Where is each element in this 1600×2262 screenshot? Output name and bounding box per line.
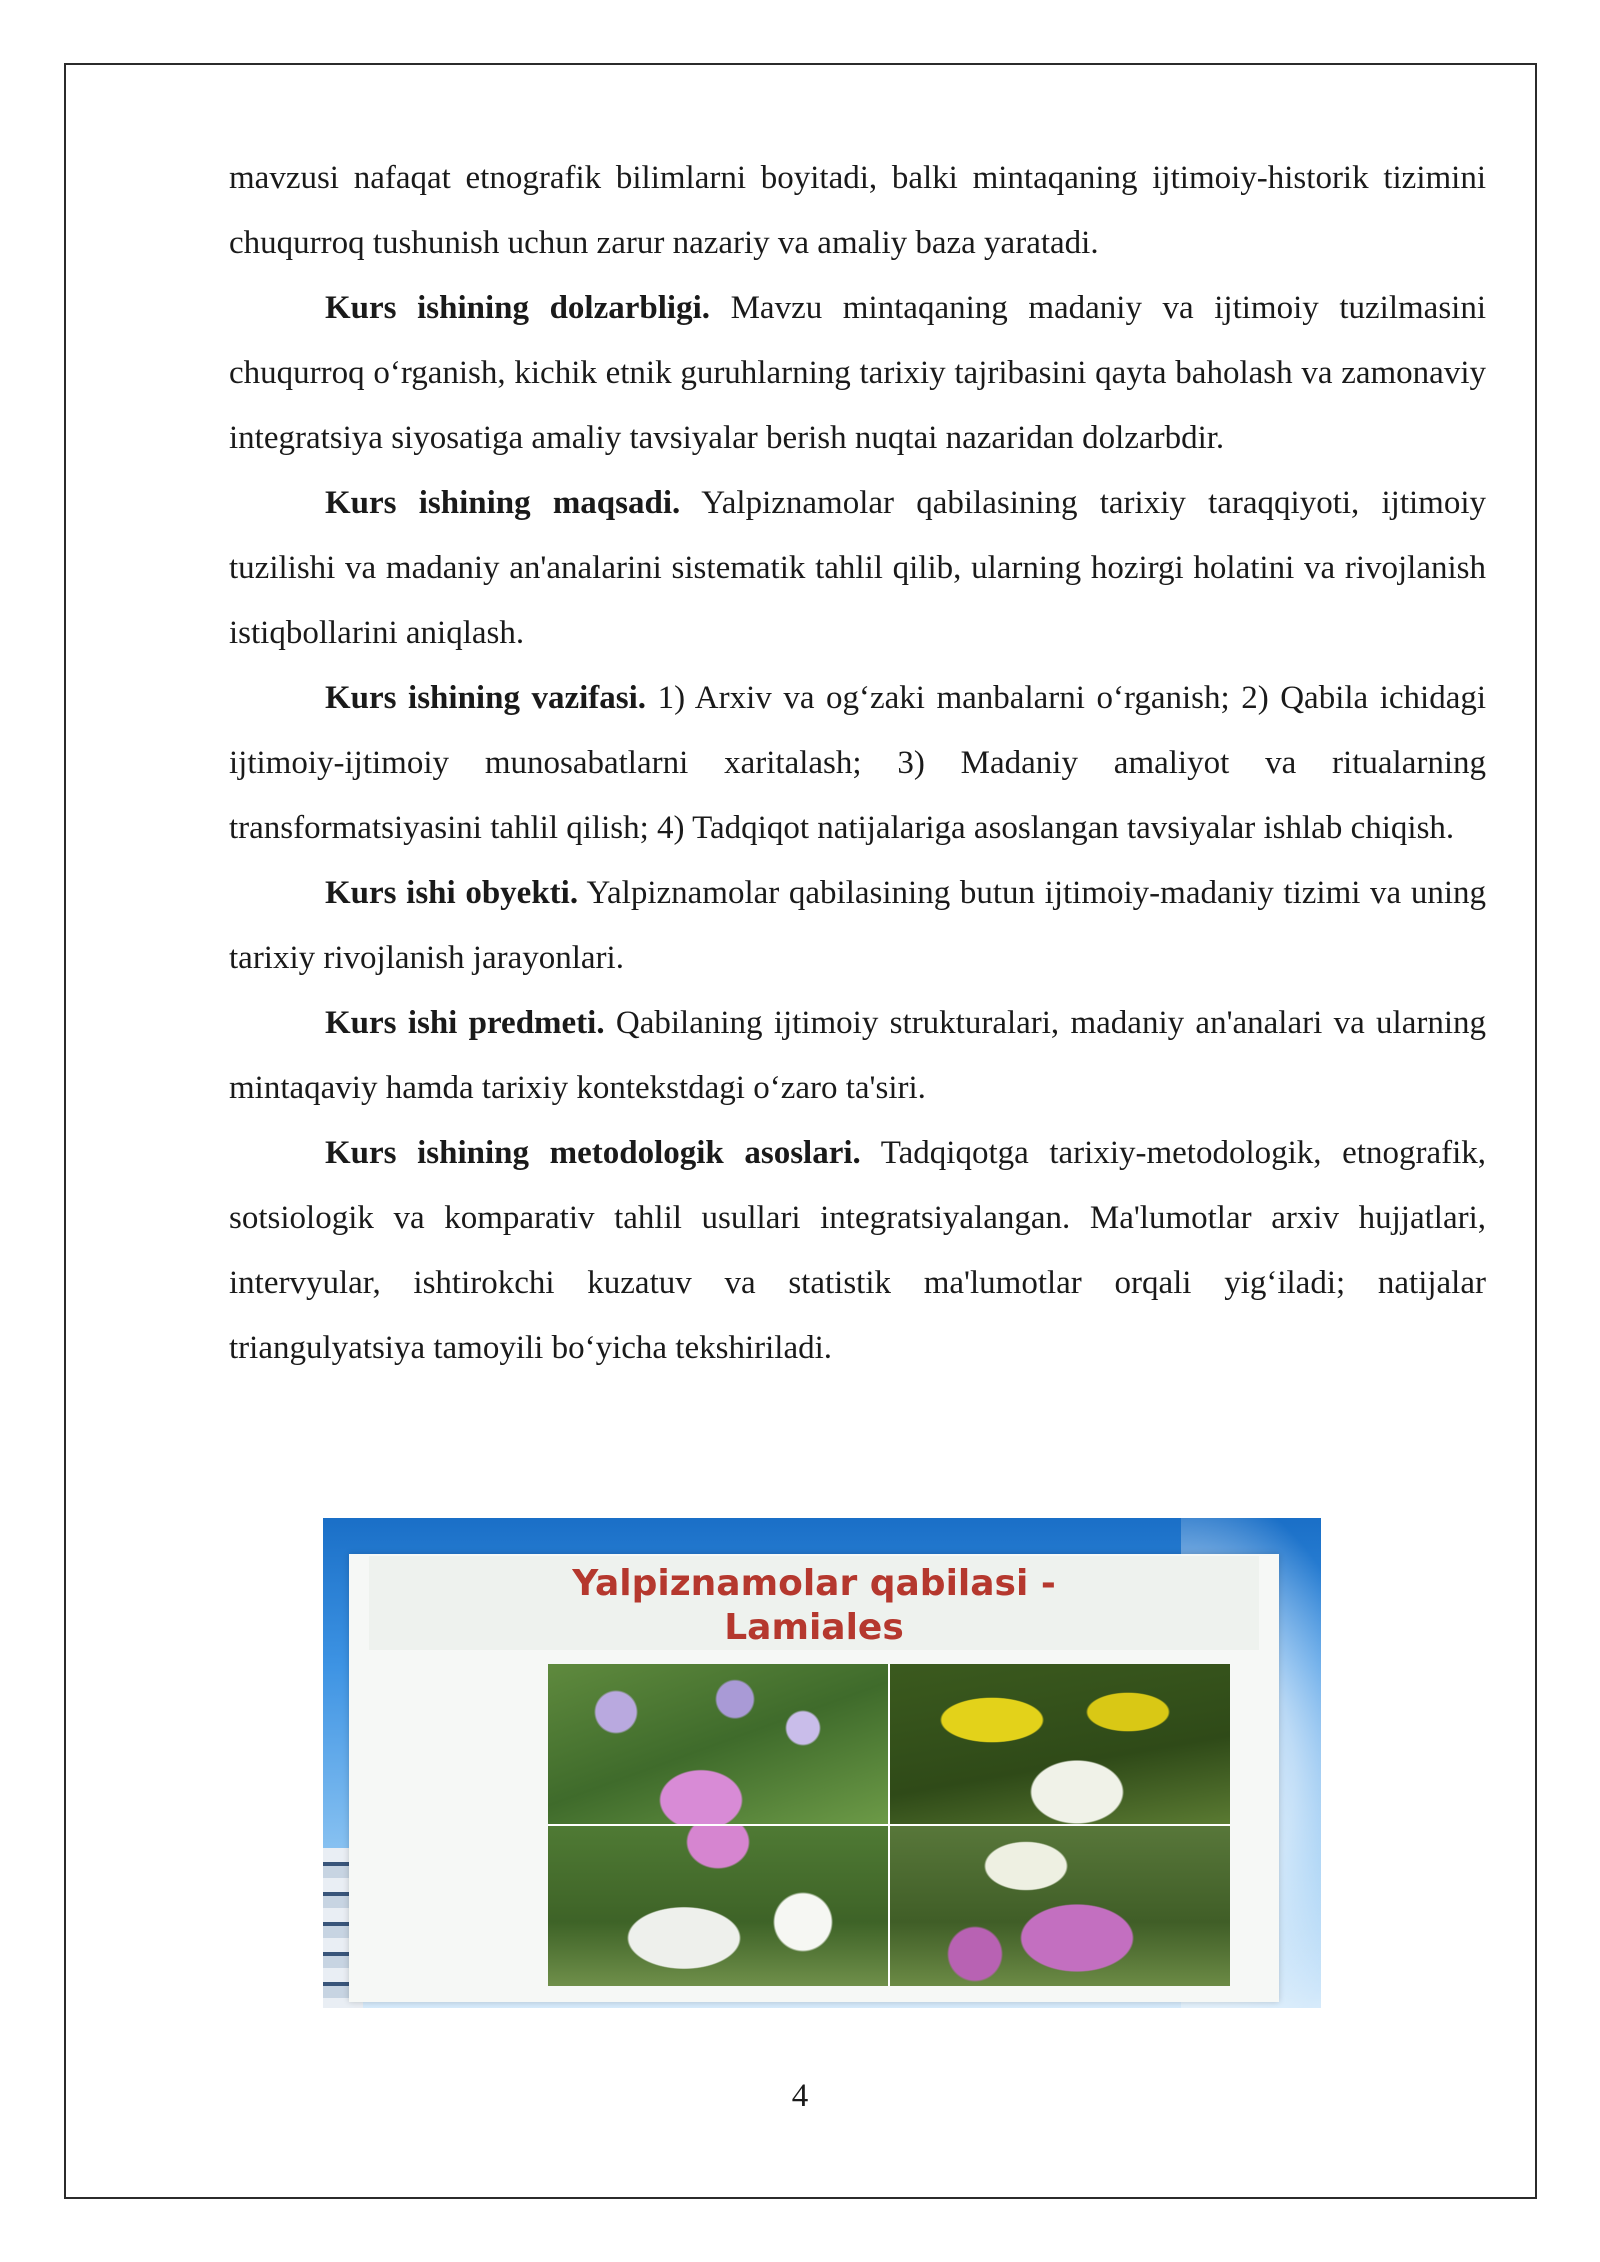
paragraph-text: Tadqiqotga tarixiy-metodologik, etnografik, sotsiologik va komparativ tahlil usullari integratsiyalangan. Ma'lumotlar arxiv hujjatlari, intervyular, ishtirokchi kuzatuv va statistik ma'lumotlar orqali yigʻiladi; natijalar triangulyatsiya tamoyili boʻyicha tekshiriladi.: [229, 1135, 1486, 1366]
slide-title: [369, 1562, 1259, 1650]
paragraph-text: Yalpiznamolar qabilasining tarixiy taraqqiyoti, ijtimoiy tuzilishi va madaniy an'analarini sistematik tahlil qilib, ularning hozirgi holatini va rivojlanish istiqbollarini aniqlash.: [229, 485, 1486, 651]
slide-title-band: [369, 1556, 1259, 1650]
paragraph-continuation: [229, 146, 1486, 276]
slide-panel: [349, 1554, 1279, 2002]
plant-photo-collage: [548, 1664, 1230, 1986]
paragraph-heading: Kurs ishining maqsadi.: [325, 485, 681, 521]
plant-photo: [548, 1664, 888, 1824]
page-number: 4: [791, 2078, 809, 2114]
paragraph-methodology: [229, 1121, 1486, 1381]
plant-photo: [548, 1826, 888, 1986]
paragraph-heading: Kurs ishi obyekti.: [325, 875, 579, 911]
paragraph-text: Yalpiznamolar qabilasining butun ijtimoiy-madaniy tizimi va uning tarixiy rivojlanish jarayonlari.: [229, 875, 1486, 976]
paragraph-text: 1) Arxiv va ogʻzaki manbalarni oʻrganish; 2) Qabila ichidagi ijtimoiy-ijtimoiy munosabatlarni xaritalash; 3) Madaniy amaliyot va ritualarning transformatsiyasini tahlil qilish; 4) Tadqiqot natijalariga asoslangan tavsiyalar ishlab chiqish.: [229, 680, 1487, 846]
paragraph-heading: Kurs ishining dolzarbligi.: [325, 290, 710, 326]
paragraph-text: mavzusi nafaqat etnografik bilimlarni boyitadi, balki mintaqaning ijtimoiy-historik tizimini chuqurroq tushunish uchun zarur nazariy va amaliy baza yaratadi.: [229, 160, 1486, 261]
plant-photo: [890, 1664, 1230, 1824]
slide-title-line1: Yalpiznamolar qabilasi -: [572, 1563, 1056, 1604]
paragraph-tasks: [229, 666, 1486, 861]
paragraph-subject: [229, 991, 1486, 1121]
paragraph-heading: Kurs ishining metodologik asoslari.: [325, 1135, 861, 1171]
paragraph-object: [229, 861, 1486, 991]
plant-photo: [890, 1826, 1230, 1986]
body-text: [229, 146, 1486, 1381]
paragraph-text: Qabilaning ijtimoiy strukturalari, madaniy an'analari va ularning mintaqaviy hamda tarixiy kontekstdagi oʻzaro ta'siri.: [229, 1005, 1487, 1106]
paragraph-relevance: [229, 276, 1486, 471]
paragraph-text: Mavzu mintaqaning madaniy va ijtimoiy tuzilmasini chuqurroq oʻrganish, kichik etnik guruhlarning tarixiy tajribasini qayta baholash va zamonaviy integratsiya siyosatiga amaliy tavsiyalar berish nuqtai nazaridan dolzarbdir.: [229, 290, 1486, 456]
paragraph-heading: Kurs ishining vazifasi.: [325, 680, 647, 716]
paragraph-goal: [229, 471, 1486, 666]
paragraph-heading: Kurs ishi predmeti.: [325, 1005, 605, 1041]
figure-slide-image: [323, 1518, 1321, 2008]
slide-title-line2: Lamiales: [724, 1607, 904, 1648]
